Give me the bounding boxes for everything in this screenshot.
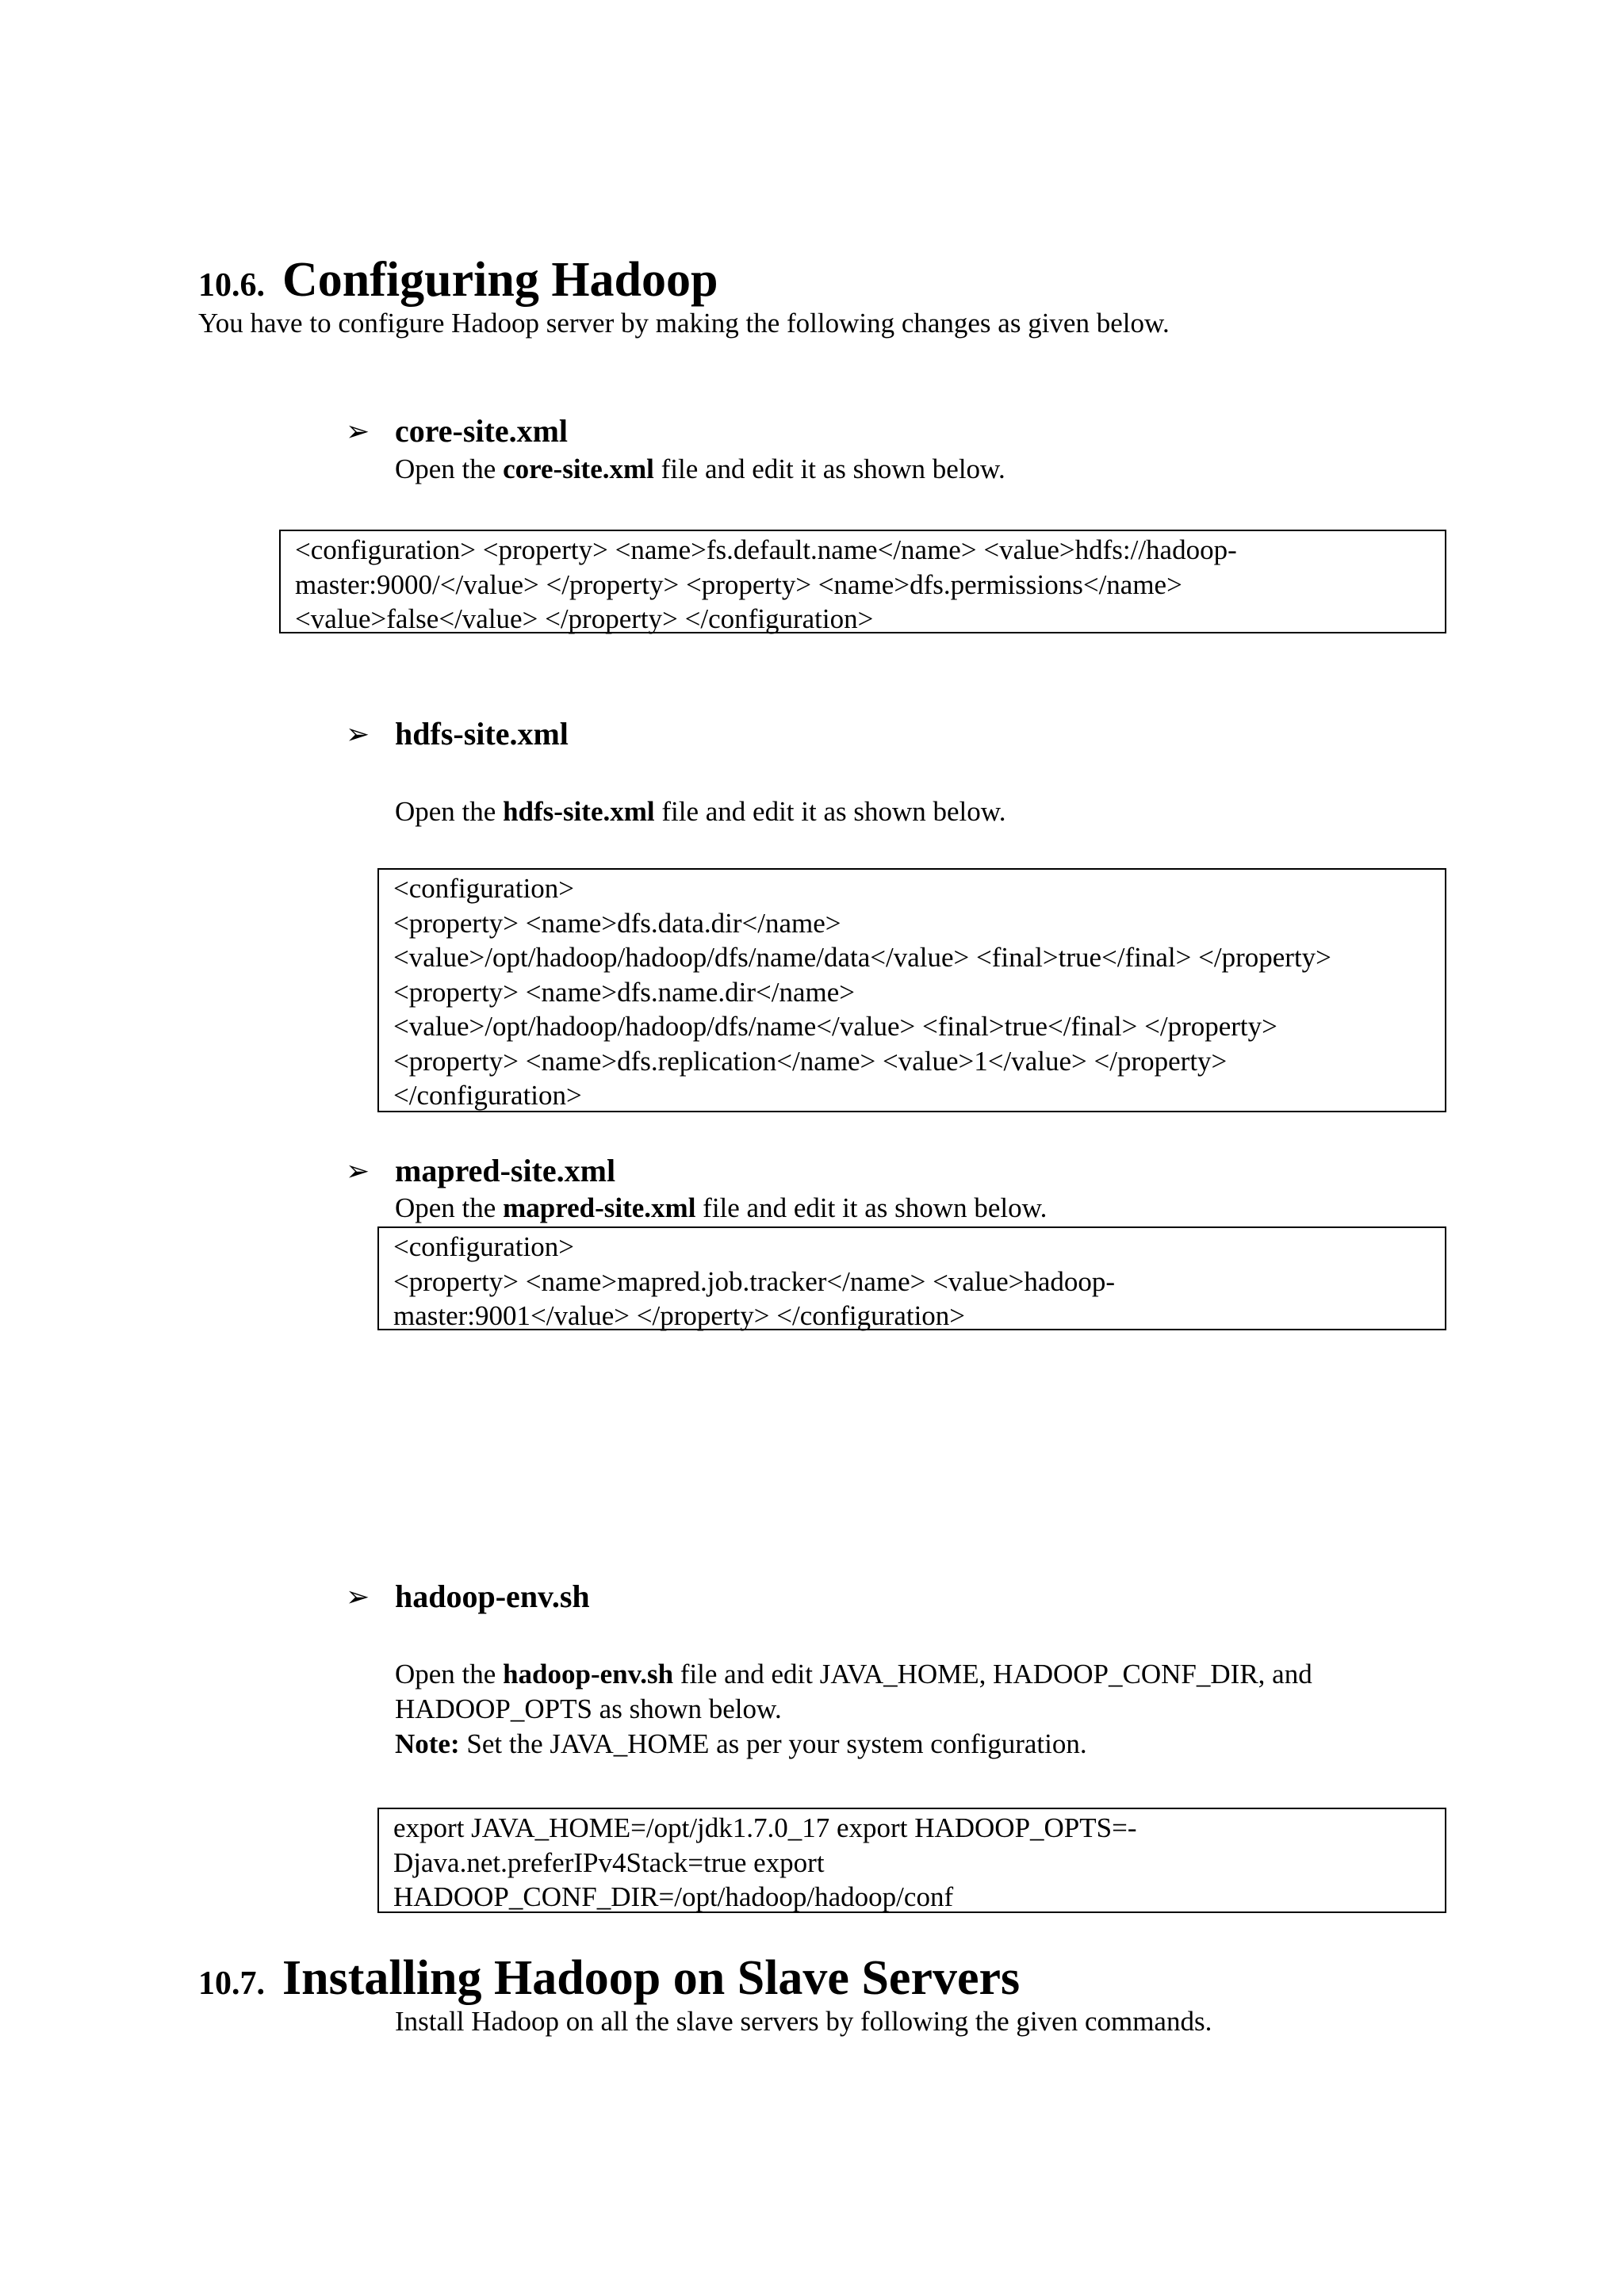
section-intro: Install Hadoop on all the slave servers by following the given commands. [395, 2006, 1212, 2037]
section-heading-10-6 [198, 252, 718, 308]
core-site-title: core-site.xml [395, 413, 569, 449]
hdfs-site-description: Open the hdfs-site.xml file and edit it as shown below. [395, 796, 1006, 827]
code-line: <configuration> [393, 1231, 575, 1262]
mapred-site-code-box [377, 1226, 1446, 1330]
hdfs-site-filename: hdfs-site.xml [503, 796, 655, 827]
core-site-filename: core-site.xml [503, 453, 654, 484]
code-line: <property> <name>dfs.name.dir</name> [393, 976, 856, 1008]
code-line: <property> <name>mapred.job.tracker</name> <value>hadoop- [393, 1265, 1116, 1297]
code-line: <value>/opt/hadoop/hadoop/dfs/name/data</value> <final>true</final> </property> [393, 942, 1331, 973]
bullet-arrow-icon: ➢ [346, 415, 370, 447]
hadoop-env-note: Note: Set the JAVA_HOME as per your system configuration. [395, 1728, 1087, 1759]
code-line: <value>false</value> </property> </configuration> [295, 603, 874, 634]
code-line: export JAVA_HOME=/opt/jdk1.7.0_17 export HADOOP_OPTS=- [393, 1812, 1137, 1843]
hadoop-env-filename: hadoop-env.sh [503, 1659, 674, 1689]
code-line: <property> <name>dfs.data.dir</name> [393, 907, 841, 939]
code-line: <value>/opt/hadoop/hadoop/dfs/name</value> <final>true</final> </property> [393, 1011, 1277, 1042]
code-line: <configuration> [393, 873, 575, 904]
code-line: <configuration> <property> <name>fs.default.name</name> <value>hdfs://hadoop- [295, 534, 1237, 565]
hadoop-env-description-line2: HADOOP_OPTS as shown below. [395, 1693, 782, 1724]
section-heading-10-7 [198, 1950, 1020, 2007]
code-line: master:9001</value> </property> </configuration> [393, 1300, 966, 1331]
section-number: 10.7. [198, 1965, 265, 2002]
hadoop-env-code-box [377, 1808, 1446, 1913]
code-line: HADOOP_CONF_DIR=/opt/hadoop/hadoop/conf [393, 1881, 954, 1912]
hdfs-site-code-box [377, 868, 1446, 1112]
core-site-description: Open the core-site.xml file and edit it as shown below. [395, 453, 1005, 484]
note-label: Note: [395, 1728, 460, 1759]
hdfs-site-title: hdfs-site.xml [395, 716, 569, 752]
mapred-site-title: mapred-site.xml [395, 1153, 616, 1188]
mapred-site-filename: mapred-site.xml [503, 1192, 696, 1223]
mapred-site-description: Open the mapred-site.xml file and edit it as shown below. [395, 1192, 1048, 1223]
code-line: <property> <name>dfs.replication</name> <value>1</value> </property> [393, 1045, 1228, 1077]
section-number: 10.6. [198, 267, 265, 304]
bullet-arrow-icon: ➢ [346, 1581, 370, 1613]
code-line: master:9000/</value> </property> <property> <name>dfs.permissions</name> [295, 568, 1182, 600]
hadoop-env-description: Open the hadoop-env.sh file and edit JAVA_HOME, HADOOP_CONF_DIR, and [395, 1659, 1312, 1689]
section-intro: You have to configure Hadoop server by making the following changes as given below. [198, 308, 1170, 339]
section-title: Configuring Hadoop [282, 253, 718, 307]
bullet-arrow-icon: ➢ [346, 718, 370, 750]
bullet-arrow-icon: ➢ [346, 1155, 370, 1187]
code-line: </configuration> [393, 1080, 582, 1111]
core-site-code-box [279, 530, 1446, 633]
code-line: Djava.net.preferIPv4Stack=true export [393, 1846, 825, 1878]
section-title: Installing Hadoop on Slave Servers [282, 1951, 1021, 2005]
hadoop-env-title: hadoop-env.sh [395, 1578, 590, 1614]
